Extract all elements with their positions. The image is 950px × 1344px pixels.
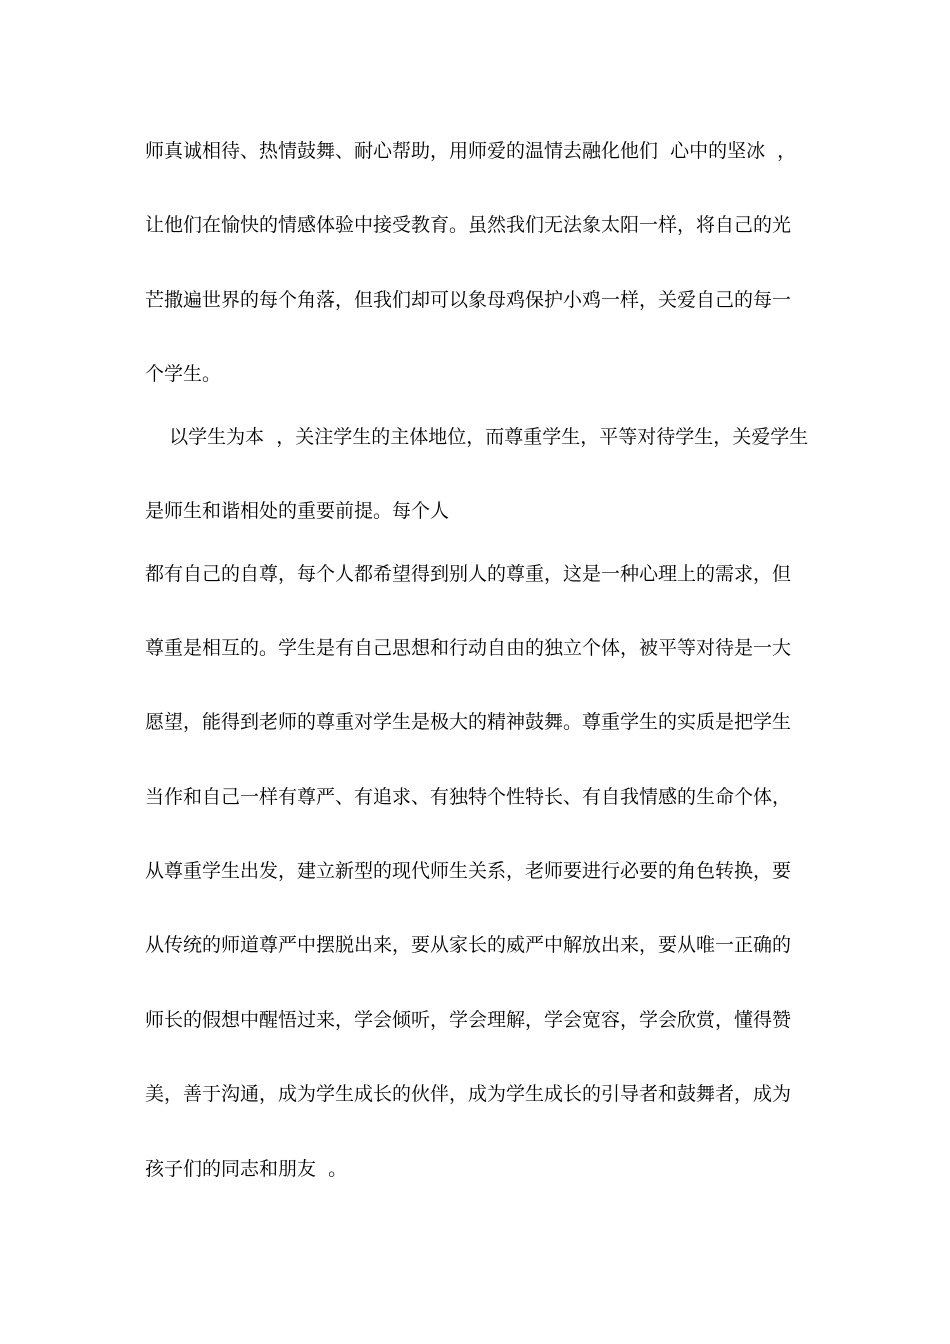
text-line: 尊重是相互的。学生是有自己思想和行动自由的独立个体，被平等对待是一大 — [145, 637, 792, 659]
text-line: 是师生和谐相处的重要前提。每个人 — [145, 500, 450, 522]
text-line: 以学生为本 ，关注学生的主体地位，而尊重学生，平等对待学生，关爱学生 — [145, 426, 809, 448]
text-line: 从传统的师道尊严中摆脱出来，要从家长的威严中解放出来，要从唯一正确的 — [145, 934, 792, 956]
text-line: 师长的假想中醒悟过来，学会倾听，学会理解，学会宽容，学会欣赏，懂得赞 — [145, 1009, 792, 1031]
text-line: 个学生。 — [145, 363, 222, 385]
text-line: 从尊重学生出发，建立新型的现代师生关系，老师要进行必要的角色转换，要 — [145, 860, 792, 882]
text-line: 美，善于沟通，成为学生成长的伙伴，成为学生成长的引导者和鼓舞者，成为 — [145, 1083, 792, 1105]
text-line: 都有自己的自尊，每个人都希望得到别人的尊重，这是一种心理上的需求，但 — [145, 563, 792, 585]
text-line: 师真诚相待、热情鼓舞、耐心帮助，用师爱的温情去融化他们 心中的坚冰 ， — [145, 140, 797, 162]
text-line: 孩子们的同志和朋友 。 — [145, 1158, 348, 1180]
text-line: 芒撒遍世界的每个角落，但我们却可以象母鸡保护小鸡一样，关爱自己的每一 — [145, 289, 792, 311]
text-line: 让他们在愉快的情感体验中接受教育。虽然我们无法象太阳一样，将自己的光 — [145, 214, 792, 236]
text-line: 愿望，能得到老师的尊重对学生是极大的精神鼓舞。尊重学生的实质是把学生 — [145, 711, 792, 733]
text-line: 当作和自己一样有尊严、有追求、有独特个性特长、有自我情感的生命个体， — [145, 786, 792, 808]
